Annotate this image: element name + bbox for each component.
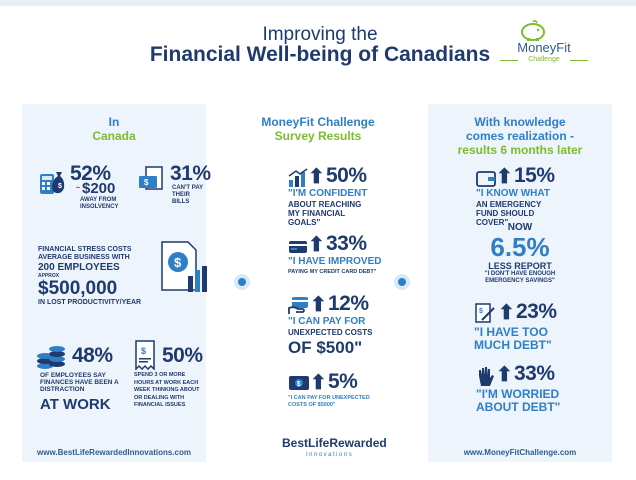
now-label: NOW bbox=[507, 222, 533, 233]
credit-card-icon bbox=[288, 238, 308, 256]
result-12-percent: 12% bbox=[328, 292, 369, 315]
less-report-label: LESS REPORT bbox=[488, 261, 552, 271]
receipt-icon bbox=[134, 340, 156, 370]
later-23-percent: 23% bbox=[516, 300, 557, 323]
page-title-line2: Financial Well-being of Canadians bbox=[149, 43, 491, 66]
result3-caption: UNEXPECTED COSTS bbox=[288, 328, 373, 337]
report-chart-icon bbox=[158, 240, 208, 296]
stat-31-percent: 31% bbox=[170, 162, 211, 185]
stat-distraction-caption: OF EMPLOYEES SAY FINANCES HAVE BEEN A DISTRACTION bbox=[40, 372, 119, 393]
coin-stack-icon bbox=[36, 344, 66, 370]
right-heading-line1: With knowledge bbox=[474, 115, 566, 129]
svg-text:$: $ bbox=[174, 255, 182, 270]
svg-text:$: $ bbox=[296, 381, 301, 388]
svg-text:$: $ bbox=[144, 178, 149, 187]
piggy-bank-logo-icon bbox=[518, 19, 548, 41]
result3-quote: "I CAN PAY FOR bbox=[288, 316, 366, 327]
stat-insolvency-caption: AWAY FROM INSOLVENCY bbox=[80, 197, 119, 210]
stat-50-percent: 50% bbox=[162, 344, 203, 367]
page-title-line1: Improving the bbox=[262, 24, 378, 45]
result-5-percent: 5% bbox=[328, 370, 358, 393]
stat-hours-caption: SPEND 3 OR MORE HOURS AT WORK EACH WEEK THINKING ABOUT OR DEALING WITH FINANCIAL ISSUES bbox=[134, 372, 200, 408]
stress-approx: APPROX bbox=[38, 273, 60, 279]
stat-bills-caption: CAN'T PAY THEIR BILLS bbox=[172, 185, 203, 205]
up-arrow-icon: ⬆ bbox=[310, 372, 327, 394]
result1-quote: "I'M CONFIDENT bbox=[288, 188, 368, 199]
moneyfit-url[interactable]: www.MoneyFitChallenge.com bbox=[463, 448, 577, 457]
middle-heading-line2: Survey Results bbox=[274, 129, 362, 143]
up-arrow-icon: ⬆ bbox=[498, 302, 515, 324]
wallet-icon bbox=[476, 168, 496, 188]
result-50-percent: 50% bbox=[326, 164, 367, 187]
brand-logo-sub: Innovations bbox=[306, 452, 354, 458]
connector-dot-left bbox=[234, 274, 250, 290]
stat-200-amount: $200 bbox=[82, 180, 116, 197]
result1-caption: ABOUT REACHING MY FINANCIAL GOALS" bbox=[288, 200, 362, 227]
up-arrow-icon: ⬆ bbox=[496, 166, 513, 188]
bills-icon bbox=[138, 166, 168, 192]
stress-amount: $500,000 bbox=[38, 278, 118, 299]
stat-52-percent: 52% bbox=[70, 162, 111, 185]
result2-caption: PAYING MY CREDIT CARD DEBT" bbox=[288, 269, 377, 275]
logo-name: MoneyFit bbox=[517, 40, 571, 55]
stop-hand-icon bbox=[476, 366, 496, 388]
later4-quote: "I'M WORRIED ABOUT DEBT" bbox=[476, 387, 561, 414]
up-arrow-icon: ⬆ bbox=[308, 166, 325, 188]
middle-heading-line1: MoneyFit Challenge bbox=[261, 115, 375, 129]
left-heading-line1: In bbox=[108, 115, 120, 129]
up-arrow-icon: ⬆ bbox=[308, 234, 325, 256]
connector-dot-right bbox=[394, 274, 410, 290]
svg-text:$: $ bbox=[58, 183, 62, 190]
up-arrow-icon: ⬆ bbox=[310, 294, 327, 316]
later-33-percent: 33% bbox=[514, 362, 555, 385]
up-arrow-icon: ⬆ bbox=[496, 364, 513, 386]
calculator-moneybag-icon bbox=[38, 166, 66, 196]
result2-quote: "I HAVE IMPROVED bbox=[288, 256, 382, 267]
svg-text:$: $ bbox=[141, 346, 147, 356]
bestlife-url[interactable]: www.BestLifeRewardedInnovations.com bbox=[37, 448, 191, 457]
result-33-percent: 33% bbox=[326, 232, 367, 255]
stat-approx-label: ~ bbox=[76, 185, 81, 192]
cash-bill-icon bbox=[288, 374, 310, 392]
debt-document-icon bbox=[474, 302, 496, 324]
stress-line2: AVERAGE BUSINESS WITH bbox=[38, 254, 130, 261]
stress-employees: 200 EMPLOYEES bbox=[38, 262, 120, 273]
svg-text:$: $ bbox=[479, 308, 483, 315]
later2-caption: "I DON'T HAVE ENOUGH EMERGENCY SAVINGS" bbox=[484, 271, 556, 284]
card-hand-icon bbox=[288, 296, 310, 316]
later1-caption: AN EMERGENCY FUND SHOULD COVER" bbox=[476, 200, 542, 227]
logo-sub: Challenge bbox=[528, 56, 560, 63]
left-heading-line2: Canada bbox=[92, 129, 136, 143]
brand-logo-main: BestLifeRewarded bbox=[282, 436, 387, 450]
stat-48-percent: 48% bbox=[72, 344, 113, 367]
right-heading-line3: results 6 months later bbox=[457, 143, 583, 157]
stat-at-work: AT WORK bbox=[40, 396, 111, 413]
later1-quote: "I KNOW WHAT bbox=[476, 188, 550, 199]
later-15-percent: 15% bbox=[514, 164, 555, 187]
right-heading-line2: comes realization - bbox=[465, 129, 575, 143]
later3-quote: "I HAVE TOO MUCH DEBT" bbox=[474, 325, 552, 352]
stress-line1: FINANCIAL STRESS COSTS bbox=[38, 246, 132, 253]
result4-caption: "I CAN PAY FOR UNEXPECTED COSTS OF $5000" bbox=[288, 395, 370, 408]
later-6-5-percent: 6.5% bbox=[490, 232, 550, 262]
top-bar bbox=[0, 0, 636, 6]
result3-big: OF $500" bbox=[288, 338, 363, 357]
growth-chart-icon bbox=[288, 168, 308, 188]
stress-line3: IN LOST PRODUCTIVITY/YEAR bbox=[38, 299, 142, 306]
